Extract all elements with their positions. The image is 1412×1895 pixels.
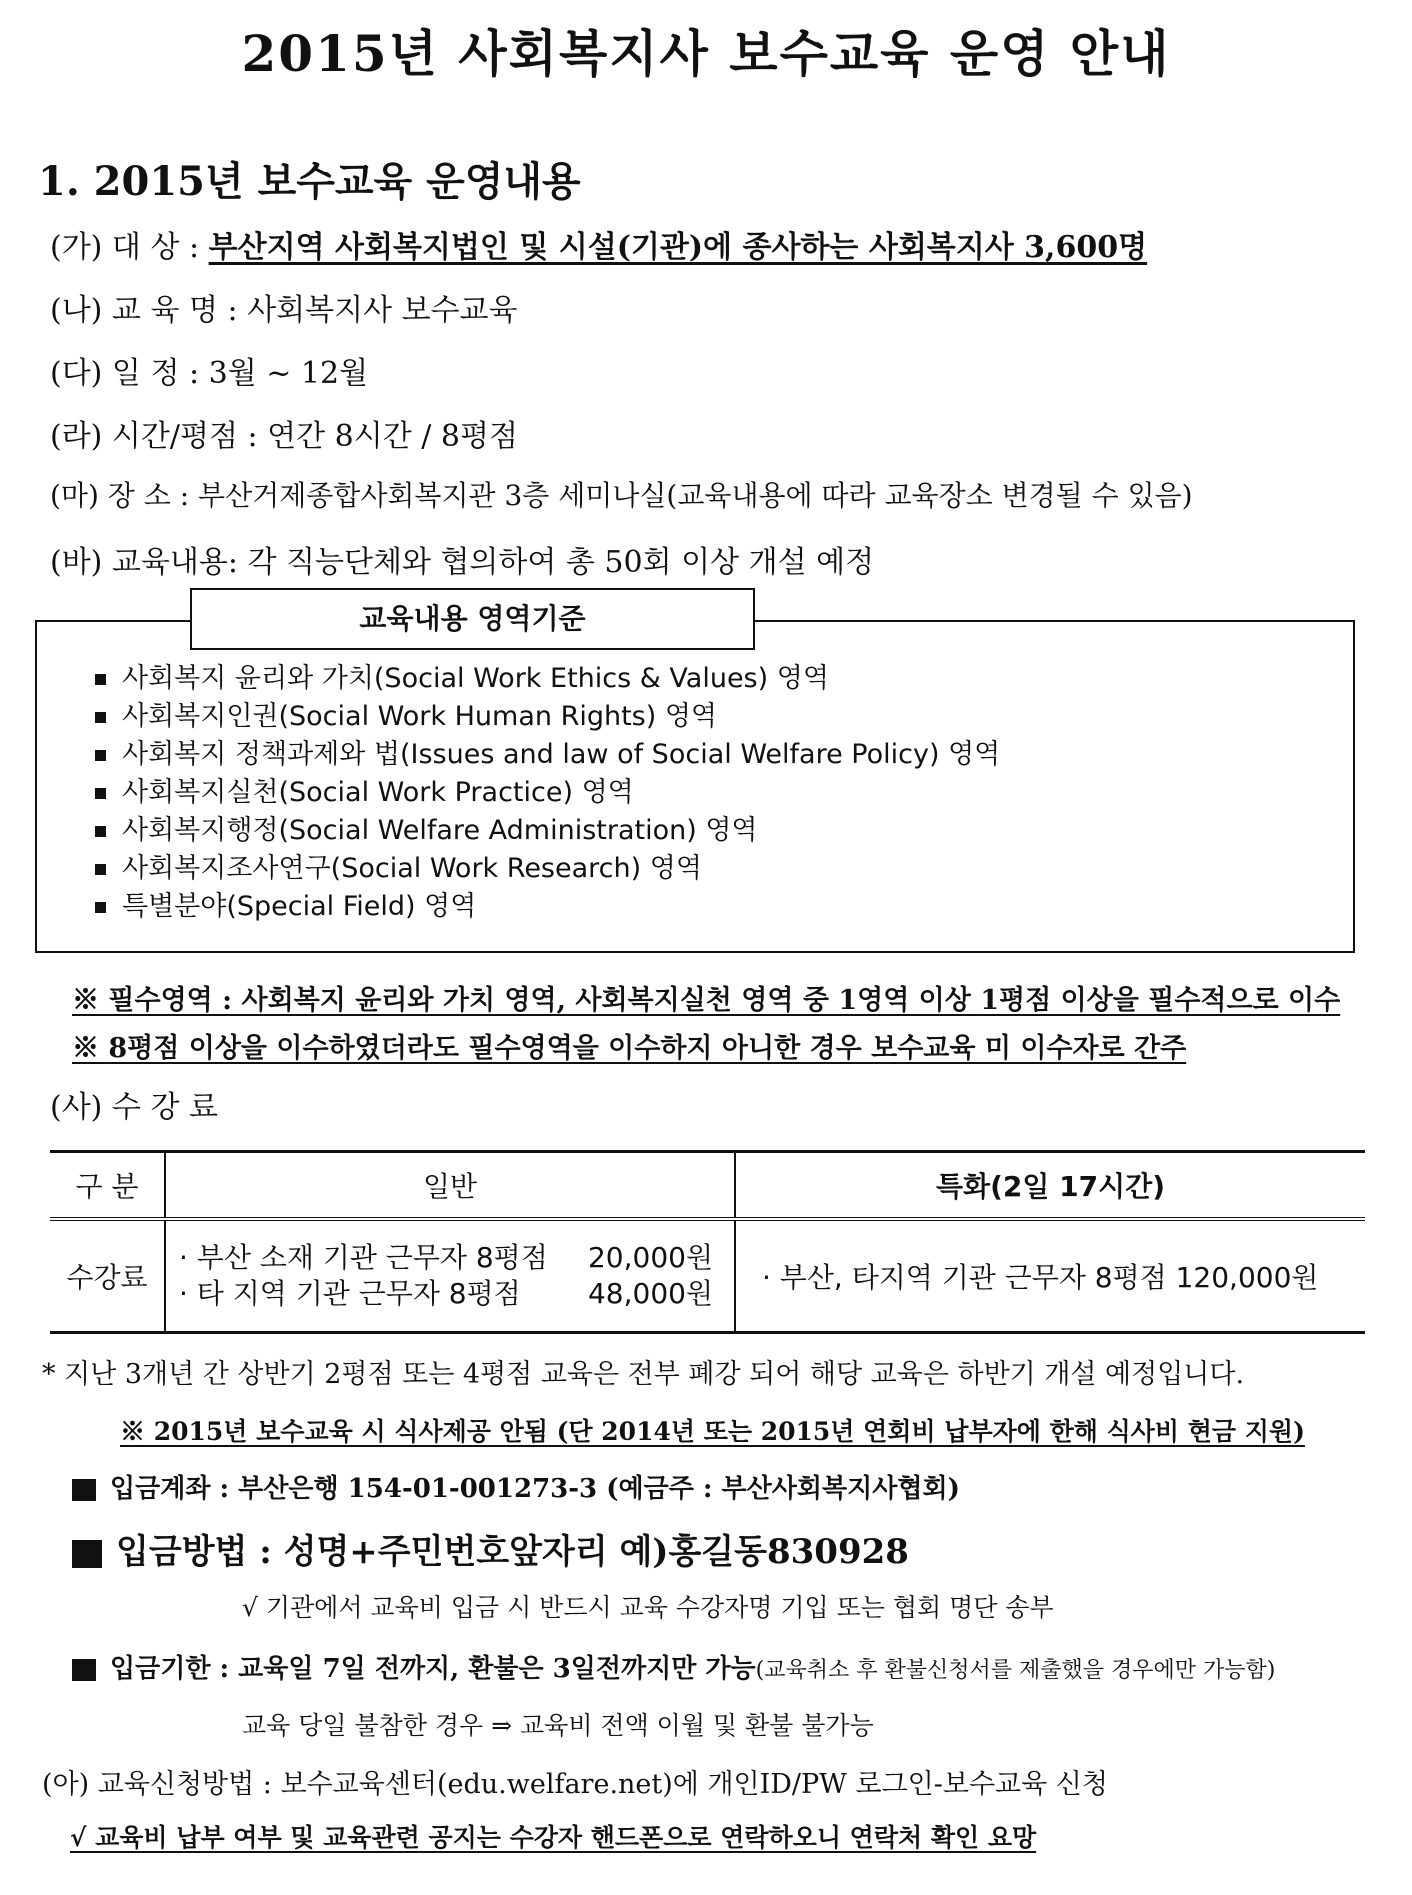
item-value: 사회복지사 보수교육 — [247, 293, 518, 328]
bullet-icon — [95, 712, 106, 723]
item-value: 3월 ~ 12월 — [208, 356, 369, 391]
square-bullet-icon — [72, 1479, 96, 1501]
item-place — [50, 474, 1193, 514]
square-bullet-icon — [72, 1540, 102, 1568]
item-name — [50, 285, 518, 329]
square-bullet-icon — [72, 1659, 96, 1681]
bullet-icon — [95, 750, 106, 761]
item-label: (다) 일 정 : — [50, 356, 200, 391]
criteria-list — [95, 660, 1000, 926]
header-general: 일반 — [165, 1152, 735, 1220]
item-value: 부산지역 사회복지법인 및 시설(기관)에 종사하는 사회복지사 3,600명 — [208, 230, 1148, 265]
bullet-icon — [95, 826, 106, 837]
fee-table — [50, 1150, 1365, 1334]
header-category: 구 분 — [50, 1152, 165, 1220]
bullet-icon — [95, 864, 106, 875]
warning-note: ※ 8평점 이상을 이수하였더라도 필수영역을 이수하지 아니한 경우 보수교육 미 이수자로 간주 — [72, 1033, 1187, 1064]
item-label: (바) 교육내용: — [50, 545, 238, 580]
header-special: 특화(2일 17시간) — [735, 1152, 1365, 1220]
required-note: ※ 필수영역 : 사회복지 윤리와 가치 영역, 사회복지실천 영역 중 1영역 이상 1평점 이상을 필수적으로 이수 — [72, 985, 1341, 1016]
row-label: 수강료 — [50, 1219, 165, 1333]
item-hours — [50, 411, 518, 455]
item-target — [50, 222, 1147, 266]
general-fees — [165, 1219, 735, 1333]
fee-line: · 부산 소재 기관 근무자 8평점 20,000원 — [179, 1241, 713, 1274]
page-title: 2015년 사회복지사 보수교육 운영 안내 — [241, 24, 1171, 83]
list-item: 사회복지인권(Social Work Human Rights) 영역 — [95, 698, 1000, 736]
item-label: (마) 장 소 : — [50, 479, 190, 512]
list-item: 사회복지조사연구(Social Work Research) 영역 — [95, 850, 1000, 888]
item-content — [50, 537, 874, 581]
bullet-icon — [95, 902, 106, 913]
list-item: 사회복지 윤리와 가치(Social Work Ethics & Values) 영역 — [95, 660, 1000, 698]
section-heading: 1. 2015년 보수교육 운영내용 — [38, 158, 581, 205]
account-line: 입금계좌 : 부산은행 154-01-001273-3 (예금주 : 부산사회복지사협회) — [72, 1468, 960, 1505]
fee-line: · 타 지역 기관 근무자 8평점 48,000원 — [179, 1277, 713, 1310]
item-label: (나) 교 육 명 : — [50, 293, 238, 328]
item-schedule — [50, 348, 368, 392]
bullet-icon — [95, 788, 106, 799]
table-header-row — [50, 1152, 1365, 1220]
list-item: 사회복지 정책과제와 법(Issues and law of Social Welfare Policy) 영역 — [95, 736, 1000, 774]
deadline-line: 입금기한 : 교육일 7일 전까지, 환불은 3일전까지만 가능(교육취소 후 환불신청서를 제출했을 경우에만 가능함) — [72, 1648, 1275, 1685]
item-value: 각 직능단체와 협의하여 총 50회 이상 개설 예정 — [247, 545, 875, 580]
method-note: √ 기관에서 교육비 입금 시 반드시 교육 수강자명 기입 또는 협회 명단 송부 — [242, 1593, 1054, 1622]
list-item: 사회복지행정(Social Welfare Administration) 영역 — [95, 812, 1000, 850]
item-label: (가) 대 상 : — [50, 230, 200, 265]
special-fee: · 부산, 타지역 기관 근무자 8평점 120,000원 — [735, 1219, 1365, 1333]
contact-note: √ 교육비 납부 여부 및 교육관련 공지는 수강자 핸드폰으로 연락하오니 연락처 확인 요망 — [70, 1823, 1037, 1852]
method-line: 입금방법 : 성명+주민번호앞자리 예)홍길동830928 — [72, 1524, 909, 1573]
item-value: 연간 8시간 / 8평점 — [267, 419, 518, 454]
list-item: 특별분야(Special Field) 영역 — [95, 888, 1000, 926]
item-value: 부산거제종합사회복지관 3층 세미나실(교육내용에 따라 교육장소 변경될 수 있음) — [198, 479, 1193, 512]
deadline-note: 교육 당일 불참한 경우 ⇒ 교육비 전액 이월 및 환불 불가능 — [242, 1711, 874, 1740]
footnote: * 지난 3개년 간 상반기 2평점 또는 4평점 교육은 전부 폐강 되어 해당 교육은 하반기 개설 예정입니다. — [42, 1359, 1245, 1390]
meal-note: ※ 2015년 보수교육 시 식사제공 안됨 (단 2014년 또는 2015년 연회비 납부자에 한해 식사비 현금 지원) — [120, 1417, 1305, 1446]
item-label: (라) 시간/평점 : — [50, 419, 258, 454]
list-item: 사회복지실천(Social Work Practice) 영역 — [95, 774, 1000, 812]
apply-line: (아) 교육신청방법 : 보수교육센터(edu.welfare.net)에 개인ID/PW 로그인-보수교육 신청 — [42, 1769, 1108, 1800]
criteria-title: 교육내용 영역기준 — [190, 588, 755, 650]
bullet-icon — [95, 674, 106, 685]
table-row — [50, 1219, 1365, 1333]
fee-label: (사) 수 강 료 — [50, 1090, 218, 1125]
